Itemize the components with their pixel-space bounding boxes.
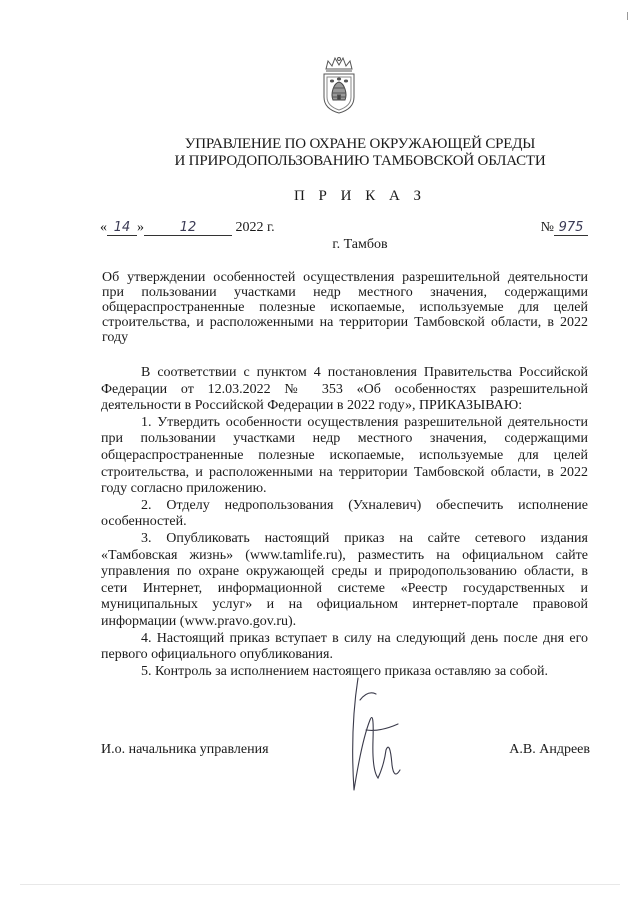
coat-of-arms-icon bbox=[318, 55, 360, 115]
document-subject: Об утверждении особенностей осуществления разрешительной деятельности при пользовании участками недр местного значения, содержащими общераспространенные полезные ископаемые, используемые для целей строительства, и расположенными на территории Тамбовской области, в 2022 году bbox=[102, 270, 588, 345]
city-name: г. Тамбов bbox=[332, 237, 388, 252]
document-date bbox=[100, 220, 275, 236]
document-type-title: П Р И К А З bbox=[293, 188, 427, 204]
clause-4: 4. Настоящий приказ вступает в силу на следующий день после дня его первого официального опубликования. bbox=[101, 630, 588, 663]
date-month-handwritten: 12 bbox=[144, 220, 232, 236]
document-body bbox=[101, 365, 588, 680]
organization-name-line-1: УПРАВЛЕНИЕ ПО ОХРАНЕ ОКРУЖАЮЩЕЙ СРЕДЫ bbox=[184, 136, 536, 152]
clause-3: 3. Опубликовать настоящий приказ на сайте сетевого издания «Тамбовская жизнь» (www.tamlife.ru), разместить на официальном сайте управления по охране окружающей среды и природопользованию области, в сети Интернет, информационной системе «Реестр государственных и муниципальных услуг» и на официальном интернет-портале правовой информации (www.pravo.gov.ru). bbox=[101, 530, 588, 629]
number-handwritten: 975 bbox=[554, 220, 588, 236]
scan-mark bbox=[627, 12, 632, 20]
signatory-position: И.о. начальника управления bbox=[101, 742, 269, 757]
date-year: 2022 г. bbox=[235, 220, 275, 235]
clause-2: 2. Отделу недропользования (Ухналевич) обеспечить исполнение особенностей. bbox=[101, 497, 588, 530]
clause-5: 5. Контроль за исполнением настоящего приказа оставляю за собой. bbox=[141, 663, 549, 679]
clause-1: 1. Утвердить особенности осуществления разрешительной деятельности при пользовании участками недр местного значения, содержащими общераспространенные полезные ископаемые, используемые для целей строительства, и расположенными на территории Тамбовской области, в 2022 году согласно приложению. bbox=[101, 414, 588, 497]
number-prefix: № bbox=[540, 220, 554, 235]
signatory-name: А.В. Андреев bbox=[509, 742, 590, 757]
date-day-handwritten: 14 bbox=[107, 220, 137, 236]
date-quote-close: » bbox=[137, 220, 144, 235]
handwritten-signature bbox=[340, 670, 420, 810]
page-edge-divider bbox=[20, 884, 620, 885]
organization-name-line-2: И ПРИРОДОПОЛЬЗОВАНИЮ ТАМБОВСКОЙ ОБЛАСТИ bbox=[174, 153, 546, 169]
date-quote-open: « bbox=[100, 220, 107, 235]
preamble-paragraph: В соответствии с пунктом 4 постановления Правительства Российской Федерации от 12.03.2022 № 353 «Об особенностях разрешительной деятельности в Российской Федерации в 2022 году», ПРИКАЗЫВАЮ: bbox=[101, 365, 588, 414]
document-number bbox=[541, 220, 588, 236]
